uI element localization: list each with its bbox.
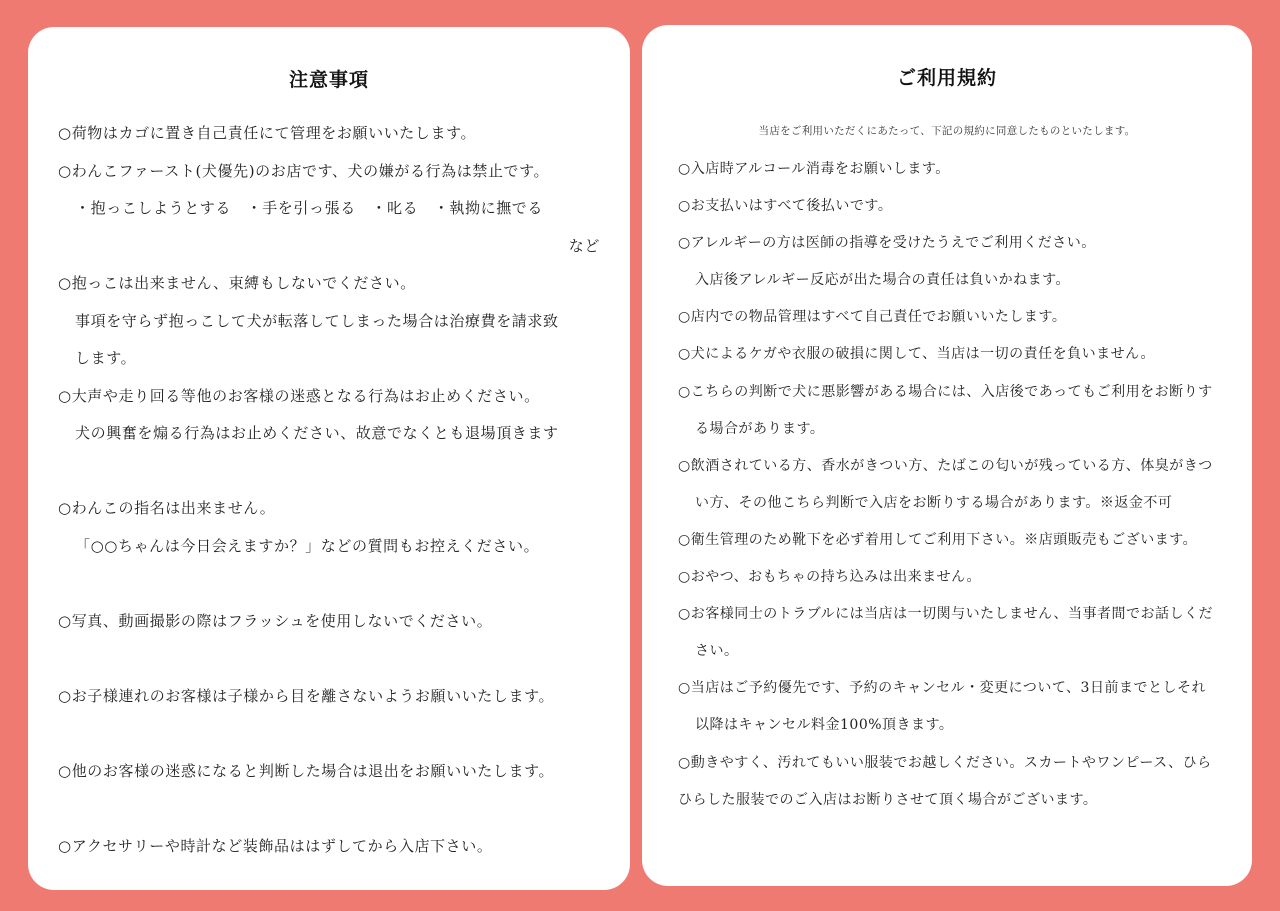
notice-line: 犬の興奮を煽る行為はお止めください、故意でなくとも退場頂きます — [75, 424, 559, 442]
terms-line: ○お支払いはすべて後払いです。 — [678, 198, 893, 215]
notice-line: します。 — [75, 349, 137, 367]
terms-line: ○店内での物品管理はすべて自己責任でお願いいたします。 — [678, 309, 1067, 326]
notice-line: など — [568, 236, 600, 255]
terms-title: ご利用規約 — [896, 67, 997, 89]
terms-line: ○お客様同士のトラブルには当店は一切関与いたしません、当事者間でお話しくだ — [678, 606, 1213, 623]
terms-line: ○衛生管理のため靴下を必ず着用してご利用下さい。※店頭販売もございます。 — [678, 531, 1198, 548]
notice-card — [28, 27, 630, 890]
terms-line: ○動きやすく、汚れてもいい服装でお越しください。スカートやワンピース、ひら — [678, 754, 1212, 771]
terms-card — [642, 25, 1252, 886]
terms-line: さい。 — [695, 643, 739, 660]
notice-list — [58, 115, 600, 865]
notice-line: ○お子様連れのお客様は子様から目を離さないようお願いいたします。 — [58, 686, 555, 705]
terms-line: ○入店時アルコール消毒をお願いします。 — [678, 161, 950, 177]
terms-line: ○犬によるケガや衣服の破損に関して、当店は一切の責任を負いません。 — [678, 346, 1155, 363]
blank-line — [58, 640, 600, 678]
terms-subtitle: 当店をご利用いただくにあたって、下記の規約に同意したものといたします。 — [758, 125, 1136, 137]
notice-line: ○写真、動画撮影の際はフラッシュを使用しないでください。 — [58, 611, 493, 630]
terms-line: ○飲酒されている方、香水がきつい方、たばこの匂いが残っている方、体臭がきつ — [678, 457, 1213, 474]
blank-line — [58, 565, 600, 603]
notice-line: ・抱っこしようとする ・手を引っ張る ・叱る ・執拗に撫でる — [75, 199, 544, 217]
terms-list — [678, 151, 1218, 819]
terms-line: ○アレルギーの方は医師の指導を受けたうえでご利用ください。 — [678, 235, 1096, 252]
notice-line: ○他のお客様の迷惑になると判断した場合は退出をお願いいたします。 — [58, 761, 555, 780]
terms-line: ひらした服装でのご入店はお断りさせて頂く場合がございます。 — [678, 791, 1098, 808]
terms-line: ○こちらの判断で犬に悪影響がある場合には、入店後であってもご利用をお断りす — [678, 383, 1213, 400]
notice-line: ○わんこの指名は出来ません。 — [58, 499, 276, 517]
terms-line: い方、その他こちら判断で入店をお断りする場合があります。※返金不可 — [695, 494, 1173, 511]
notice-line: ○わんこファースト(犬優先)のお店です、犬の嫌がる行為は禁止です。 — [58, 161, 550, 180]
terms-line: ○当店はご予約優先です、予約のキャンセル・変更について、3日前までとしそれ — [678, 680, 1206, 697]
blank-line — [58, 790, 600, 828]
notice-line: ○アクセサリーや時計など装飾品ははずしてから入店下さい。 — [58, 836, 493, 855]
notice-line: 「○○ちゃんは今日会えますか？」などの質問もお控えください。 — [75, 536, 540, 555]
notice-title: 注意事項 — [288, 69, 369, 91]
terms-line: 以降はキャンセル料金100%頂きます。 — [695, 717, 954, 734]
terms-line: 入店後アレルギー反応が出た場合の責任は負いかねます。 — [695, 272, 1070, 289]
terms-line: る場合があります。 — [695, 420, 825, 437]
notice-line: 事項を守らず抱っこして犬が転落してしまった場合は治療費を請求致 — [75, 311, 559, 330]
notice-line: ○荷物はカゴに置き自己責任にて管理をお願いいたします。 — [58, 124, 477, 142]
blank-line — [58, 715, 600, 753]
blank-line — [58, 453, 600, 491]
terms-line: ○おやつ、おもちゃの持ち込みは出来ません。 — [678, 569, 981, 586]
notice-line: ○大声や走り回る等他のお客様の迷惑となる行為はお止めください。 — [58, 386, 540, 405]
notice-line: ○抱っこは出来ません、束縛もしないでください。 — [58, 274, 416, 292]
